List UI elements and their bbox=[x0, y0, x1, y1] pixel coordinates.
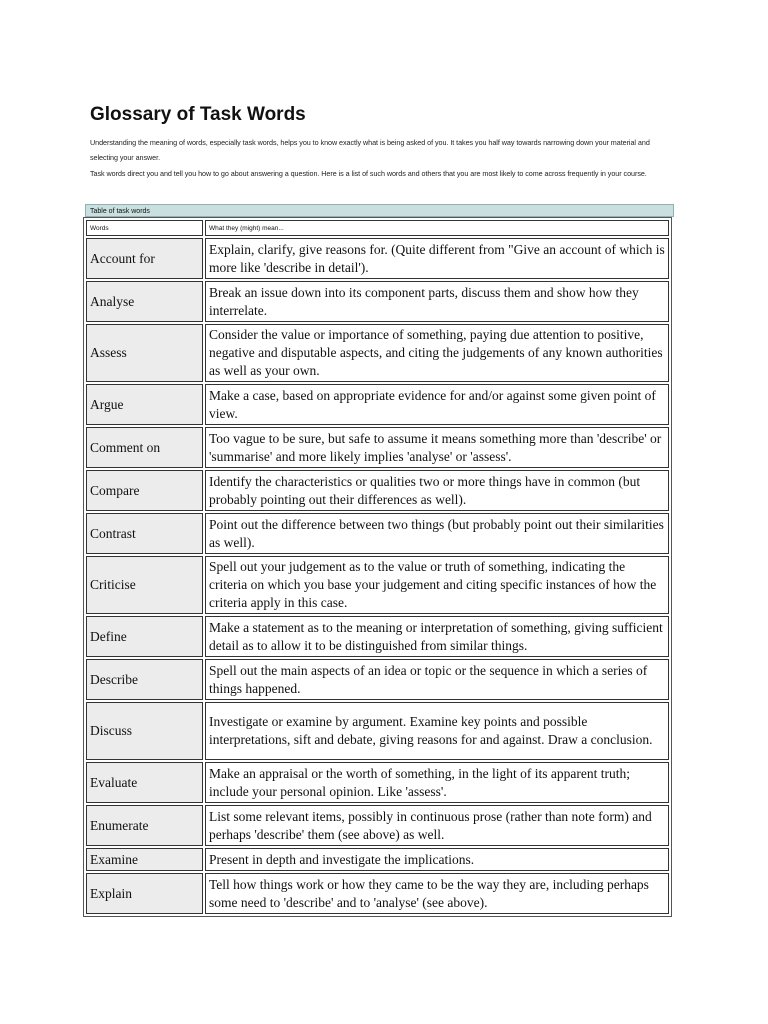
table-row bbox=[86, 513, 669, 554]
task-word-cell: Discuss bbox=[86, 702, 203, 760]
table-row bbox=[86, 848, 669, 871]
task-meaning-cell: Consider the value or importance of something, paying due attention to positive, negative and disputable aspects, and citing the judgements of any known authorities as well as your own. bbox=[205, 324, 669, 382]
task-word-cell: Argue bbox=[86, 384, 203, 425]
task-meaning-cell: Make an appraisal or the worth of something, in the light of its apparent truth; include your personal opinion. Like 'assess'. bbox=[205, 762, 669, 803]
task-word-cell: Criticise bbox=[86, 556, 203, 614]
task-meaning-cell: Tell how things work or how they came to be the way they are, including perhaps some need to 'describe' and to 'analyse' (see above). bbox=[205, 873, 669, 914]
task-meaning-cell: List some relevant items, possibly in continuous prose (rather than note form) and perhaps 'describe' them (see above) as well. bbox=[205, 805, 669, 846]
header-words: Words bbox=[86, 220, 203, 236]
task-meaning-cell: Spell out your judgement as to the value or truth of something, indicating the criteria on which you base your judgement and citing specific instances of how the criteria apply in this case. bbox=[205, 556, 669, 614]
task-word-cell: Comment on bbox=[86, 427, 203, 468]
table-row bbox=[86, 427, 669, 468]
table-header-row bbox=[86, 220, 669, 236]
table-row bbox=[86, 702, 669, 760]
task-word-cell: Define bbox=[86, 616, 203, 657]
task-meaning-cell: Explain, clarify, give reasons for. (Quite different from "Give an account of which is more like 'describe in detail'). bbox=[205, 238, 669, 279]
intro-paragraph-2: Task words direct you and tell you how to go about answering a question. Here is a list of such words and others that you are most likely to come across frequently in your course. bbox=[90, 169, 647, 178]
table-row bbox=[86, 762, 669, 803]
task-meaning-cell: Break an issue down into its component parts, discuss them and show how they interrelate. bbox=[205, 281, 669, 322]
table-row bbox=[86, 659, 669, 700]
task-word-cell: Explain bbox=[86, 873, 203, 914]
task-word-cell: Examine bbox=[86, 848, 203, 871]
task-meaning-cell: Too vague to be sure, but safe to assume it means something more than 'describe' or 'summarise' and more likely implies 'analyse' or 'assess'. bbox=[205, 427, 669, 468]
task-meaning-cell: Present in depth and investigate the implications. bbox=[205, 848, 669, 871]
table-row bbox=[86, 805, 669, 846]
task-meaning-cell: Investigate or examine by argument. Examine key points and possible interpretations, sift and debate, giving reasons for and against. Draw a conclusion. bbox=[205, 702, 669, 760]
task-words-table-wrap bbox=[85, 204, 674, 917]
task-word-cell: Assess bbox=[86, 324, 203, 382]
task-meaning-cell: Spell out the main aspects of an idea or topic or the sequence in which a series of things happened. bbox=[205, 659, 669, 700]
header-meaning: What they (might) mean... bbox=[205, 220, 669, 236]
intro-paragraph-1: Understanding the meaning of words, especially task words, helps you to know exactly what is being asked of you. It takes you half way towards narrowing down your material and selecting your answer. bbox=[90, 138, 650, 162]
task-word-cell: Evaluate bbox=[86, 762, 203, 803]
page-title: Glossary of Task Words bbox=[90, 104, 306, 125]
task-word-cell: Compare bbox=[86, 470, 203, 511]
table-row bbox=[86, 238, 669, 279]
task-meaning-cell: Point out the difference between two things (but probably point out their similarities as well). bbox=[205, 513, 669, 554]
table-row bbox=[86, 324, 669, 382]
table-row bbox=[86, 616, 669, 657]
task-meaning-cell: Identify the characteristics or qualities two or more things have in common (but probably pointing out their differences as well). bbox=[205, 470, 669, 511]
table-row bbox=[86, 873, 669, 914]
task-word-cell: Describe bbox=[86, 659, 203, 700]
table-caption: Table of task words bbox=[85, 204, 674, 217]
table-row bbox=[86, 384, 669, 425]
task-word-cell: Enumerate bbox=[86, 805, 203, 846]
task-word-cell: Contrast bbox=[86, 513, 203, 554]
task-word-cell: Analyse bbox=[86, 281, 203, 322]
task-meaning-cell: Make a statement as to the meaning or interpretation of something, giving sufficient detail as to allow it to be distinguished from similar things. bbox=[205, 616, 669, 657]
table-row bbox=[86, 556, 669, 614]
table-row bbox=[86, 281, 669, 322]
task-word-cell: Account for bbox=[86, 238, 203, 279]
task-meaning-cell: Make a case, based on appropriate evidence for and/or against some given point of view. bbox=[205, 384, 669, 425]
task-words-table bbox=[83, 217, 672, 917]
table-row bbox=[86, 470, 669, 511]
